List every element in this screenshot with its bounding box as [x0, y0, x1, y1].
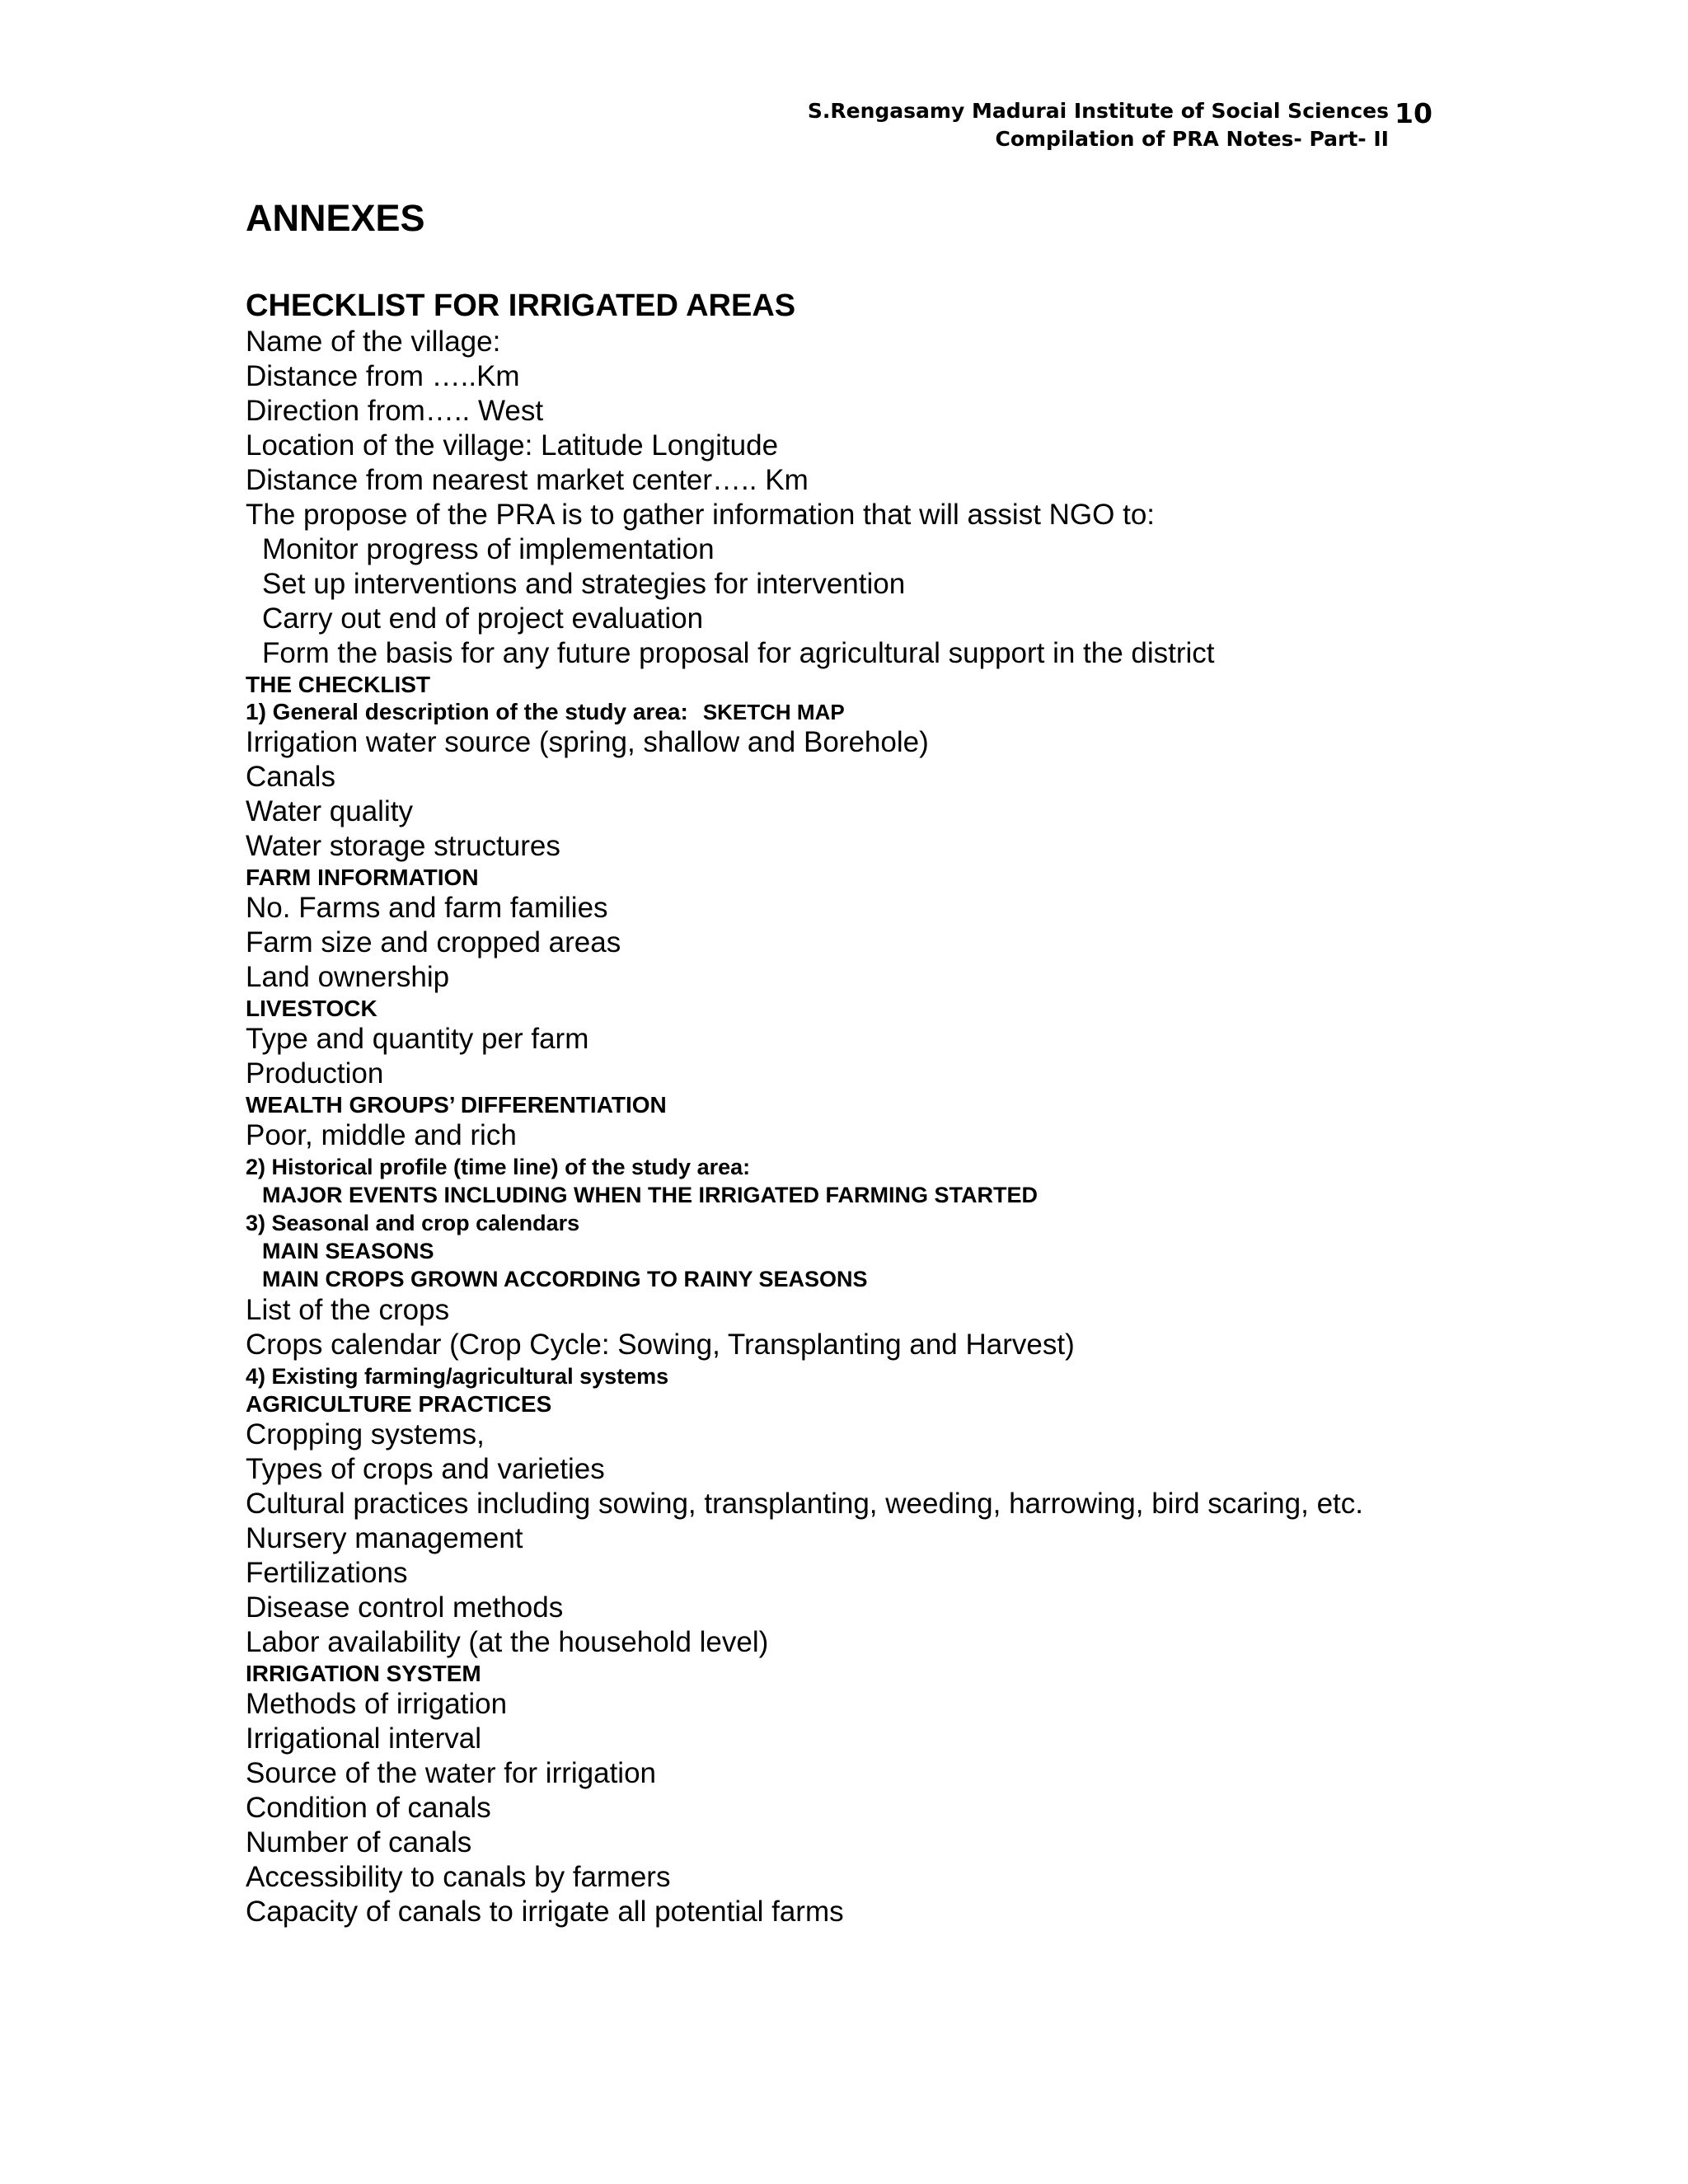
list-item: No. Farms and farm families [246, 892, 608, 924]
intro-line: Distance from …..Km [246, 360, 520, 392]
checklist-title: CHECKLIST FOR IRRIGATED AREAS [246, 288, 796, 323]
list-item: Disease control methods [246, 1591, 564, 1624]
list-item: Accessibility to canals by farmers [246, 1861, 671, 1893]
list-item: Number of canals [246, 1826, 472, 1858]
intro-line: Direction from….. West [246, 395, 544, 427]
list-item: Irrigational interval [246, 1722, 481, 1755]
main-crops-heading: MAIN CROPS GROWN ACCORDING TO RAINY SEASONS [262, 1267, 868, 1291]
intro-line: The propose of the PRA is to gather information that will assist NGO to: [246, 499, 1156, 531]
section2-subheading: MAJOR EVENTS INCLUDING WHEN THE IRRIGATED FARMING STARTED [262, 1183, 1039, 1207]
list-item: Methods of irrigation [246, 1688, 508, 1720]
purpose-item: Form the basis for any future proposal for agricultural support in the district [262, 637, 1215, 669]
section4-heading: 4) Existing farming/agricultural systems [246, 1364, 669, 1389]
livestock-heading: LIVESTOCK [246, 996, 377, 1021]
list-item: Crops calendar (Crop Cycle: Sowing, Transplanting and Harvest) [246, 1329, 1075, 1361]
page-number: 10 [1395, 97, 1432, 129]
list-item: Production [246, 1057, 384, 1090]
header-compilation: Compilation of PRA Notes- Part- II [995, 127, 1389, 151]
farm-info-heading: FARM INFORMATION [246, 865, 479, 890]
list-item: Capacity of canals to irrigate all potential farms [246, 1896, 844, 1928]
purpose-item: Set up interventions and strategies for intervention [262, 568, 906, 600]
intro-line: Name of the village: [246, 326, 501, 358]
list-item: Nursery management [246, 1522, 523, 1554]
sketch-map-label: SKETCH MAP [702, 700, 845, 724]
list-item: Poor, middle and rich [246, 1119, 517, 1151]
irrigation-system-heading: IRRIGATION SYSTEM [246, 1661, 481, 1686]
list-item: List of the crops [246, 1294, 450, 1326]
list-item: Canals [246, 761, 335, 793]
list-item: Irrigation water source (spring, shallow and Borehole) [246, 726, 929, 758]
list-item: Cultural practices including sowing, transplanting, weeding, harrowing, bird scaring, etc. [246, 1488, 1363, 1520]
running-header [808, 97, 1389, 153]
section3-heading: 3) Seasonal and crop calendars [246, 1211, 580, 1235]
list-item: Condition of canals [246, 1792, 491, 1824]
section1-heading [246, 698, 1498, 725]
wealth-heading: WEALTH GROUPS’ DIFFERENTIATION [246, 1092, 667, 1118]
intro-line: Distance from nearest market center….. Km [246, 464, 809, 496]
list-item: Source of the water for irrigation [246, 1757, 657, 1789]
list-item: Land ownership [246, 961, 450, 993]
document-body [246, 190, 1498, 1929]
list-item: Farm size and cropped areas [246, 926, 621, 958]
section2-heading: 2) Historical profile (time line) of the study area: [246, 1155, 751, 1179]
list-item: Types of crops and varieties [246, 1453, 605, 1485]
list-item: Type and quantity per farm [246, 1023, 589, 1055]
agri-practices-heading: AGRICULTURE PRACTICES [246, 1391, 552, 1417]
page-title: ANNEXES [246, 197, 425, 239]
list-item: Cropping systems, [246, 1418, 485, 1451]
main-seasons-heading: MAIN SEASONS [262, 1239, 434, 1263]
list-item: Water storage structures [246, 830, 560, 862]
header-institute: S.Rengasamy Madurai Institute of Social Sciences [807, 99, 1389, 123]
purpose-item: Carry out end of project evaluation [262, 602, 704, 635]
checklist-heading: THE CHECKLIST [246, 672, 430, 697]
list-item: Labor availability (at the household level) [246, 1626, 769, 1658]
intro-line: Location of the village: Latitude Longitude [246, 429, 779, 462]
section1-heading-text: 1) General description of the study area: [246, 699, 688, 724]
list-item: Fertilizations [246, 1557, 408, 1589]
list-item: Water quality [246, 795, 413, 827]
purpose-item: Monitor progress of implementation [262, 533, 715, 565]
